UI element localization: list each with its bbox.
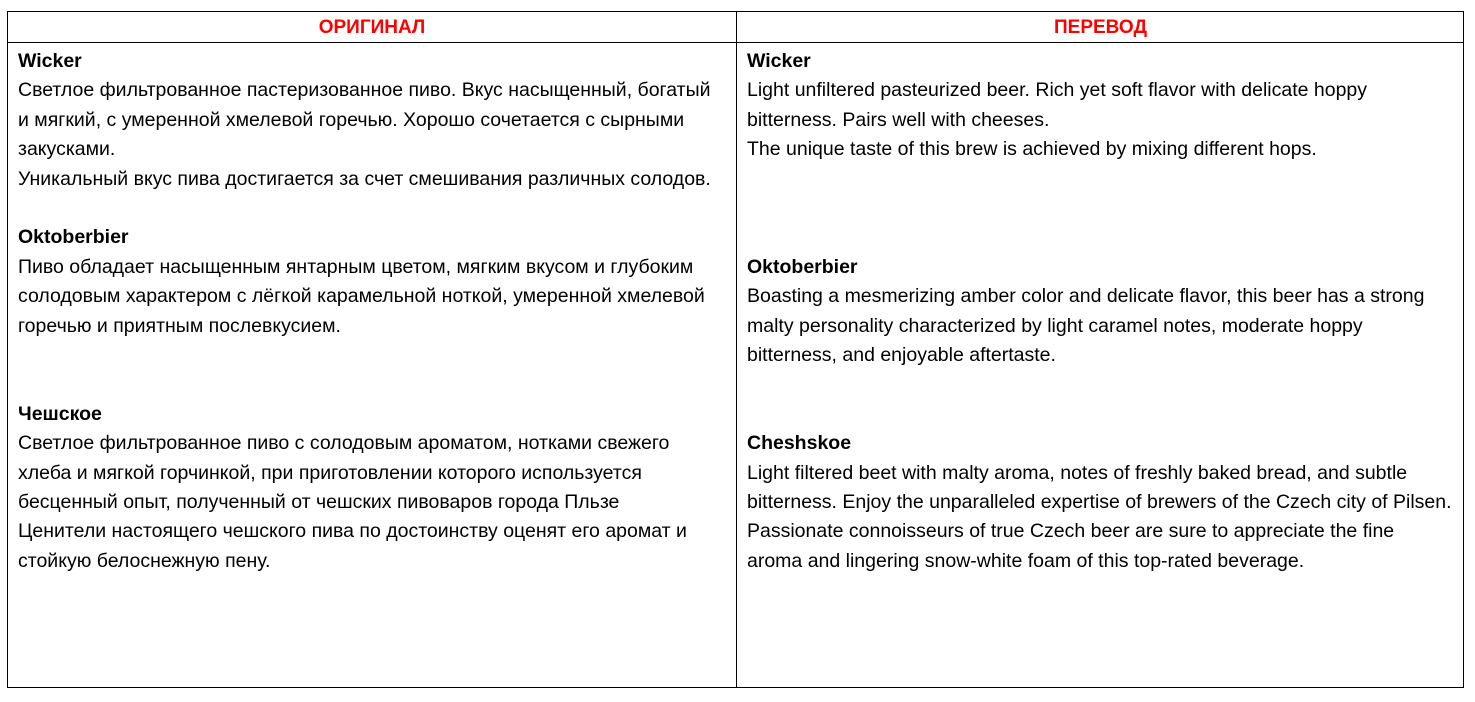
original-title-oktoberbier: Oktoberbier [18,226,129,249]
header-original: ОРИГИНАЛ [318,17,426,38]
original-entry-cheshskoe [18,400,726,576]
original-text-cheshskoe-2: Ценители настоящего чешского пива по достоинству оценят его аромат и стойкую белоснежную пену. [18,520,687,572]
original-column [8,43,736,687]
original-entry-oktoberbier [18,223,726,341]
original-text-wicker-1: Светлое фильтрованное пастеризованное пиво. Вкус насыщенный, богатый и мягкий, с умеренной хмелевой горечью. Хорошо сочетается с сырными закусками. [18,79,711,161]
original-title-cheshskoe: Чешское [18,402,102,425]
translation-table [7,11,1464,688]
translation-title-oktoberbier: Oktoberbier [747,255,858,278]
translation-column [737,43,1464,687]
translation-text-cheshskoe-2: Passionate connoisseurs of true Czech beer are sure to appreciate the fine aroma and lingering snow-white foam of this top-rated beverage. [747,520,1395,572]
original-text-cheshskoe-1: Светлое фильтрованное пиво с солодовым ароматом, нотками свежего хлеба и мягкой горчинкой, при приготовлении которого используется бесценный опыт, полученный от чешских пивоваров города Пльзе [18,432,670,514]
original-entry-wicker [18,47,726,194]
translation-title-wicker: Wicker [747,50,811,72]
translation-text-wicker-1: Light unfiltered pasteurized beer. Rich yet soft flavor with delicate hoppy bitterness. Pairs well with cheeses. [747,79,1368,131]
translation-text-oktoberbier-1: Boasting a mesmerizing amber color and delicate flavor, this beer has a strong malty personality characterized by light caramel notes, moderate hoppy bitterness, and enjoyable aftertaste. [747,285,1425,367]
original-title-wicker: Wicker [18,50,82,72]
translation-title-cheshskoe: Cheshskoe [747,432,852,455]
translation-text-wicker-2: The unique taste of this brew is achieved by mixing different hops. [747,138,1317,161]
translation-entry-cheshskoe [747,429,1454,576]
header-translation: ПЕРЕВОД [1054,17,1147,38]
original-text-oktoberbier-1: Пиво обладает насыщенным янтарным цветом, мягким вкусом и глубоким солодовым характером с лёгкой карамельной ноткой, умеренной хмелевой горечью и приятным послевкусием. [18,255,705,337]
translation-entry-oktoberbier [747,253,1454,371]
translation-text-cheshskoe-1: Light filtered beet with malty aroma, notes of freshly baked bread, and subtle bitterness. Enjoy the unparalleled expertise of brewers of the Czech city of Pilsen. [747,461,1452,514]
translation-entry-wicker [747,47,1454,165]
original-text-wicker-2: Уникальный вкус пива достигается за счет смешивания различных солодов. [18,167,711,190]
